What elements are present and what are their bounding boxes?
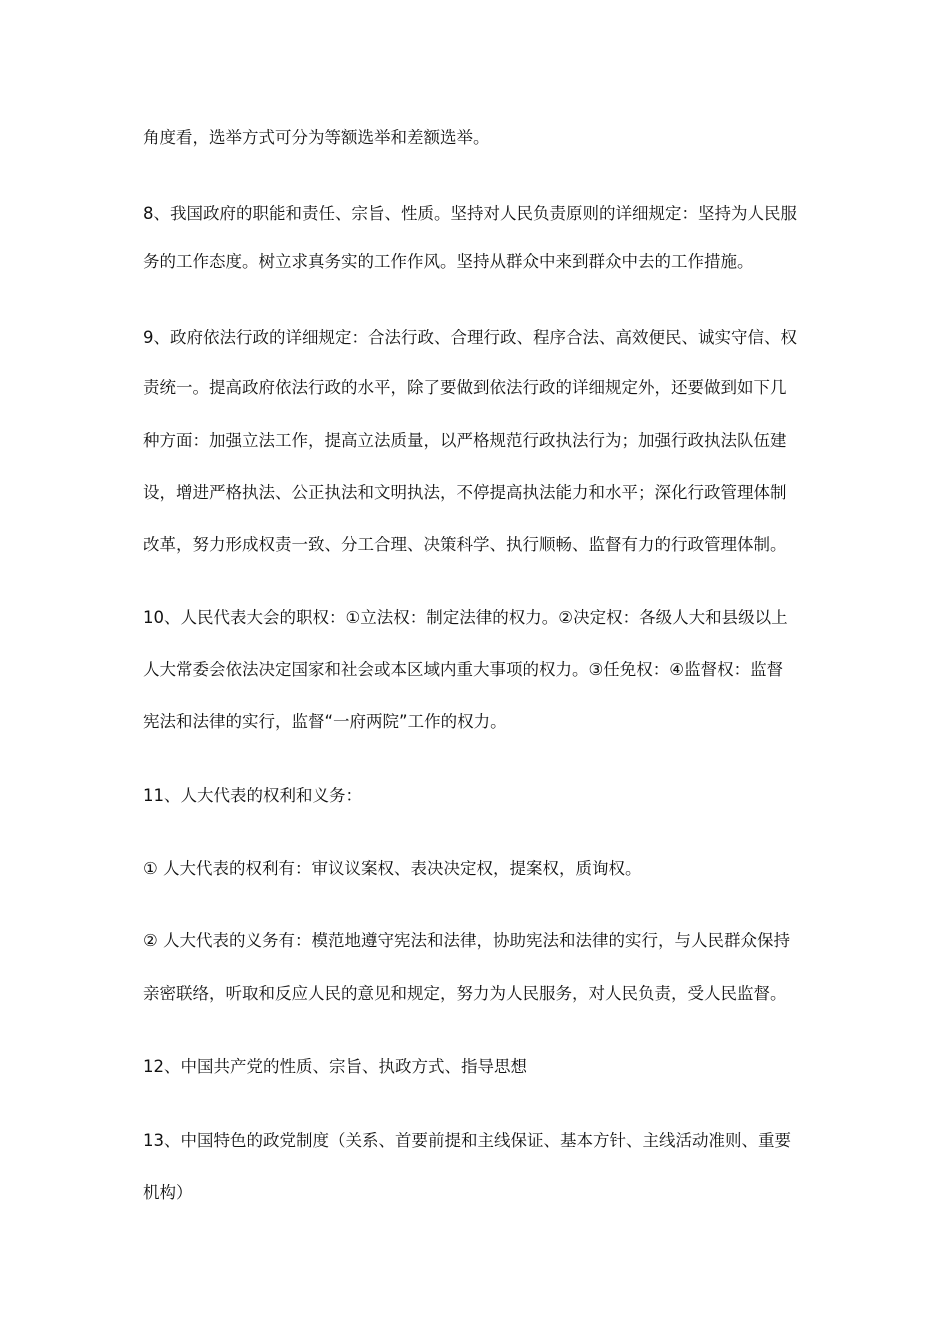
text-line: 务的工作态度。树立求真务实的工作作风。坚持从群众中来到群众中去的工作措施。 [143, 252, 754, 271]
text-line: 种方面：加强立法工作，提高立法质量，以严格规范行政执法行为；加强行政执法队伍建 [143, 431, 787, 450]
text-line: 改革，努力形成权责一致、分工合理、决策科学、执行顺畅、监督有力的行政管理体制。 [143, 535, 787, 554]
text-line: 10、人民代表大会的职权：①立法权：制定法律的权力。②决定权：各级人大和县级以上 [143, 608, 788, 627]
text-line: ② 人大代表的义务有：模范地遵守宪法和法律，协助宪法和法律的实行，与人民群众保持 [143, 931, 791, 950]
text-line: 13、中国特色的政党制度（关系、首要前提和主线保证、基本方针、主线活动准则、重要 [143, 1131, 791, 1150]
text-line: 12、中国共产党的性质、宗旨、执政方式、指导思想 [143, 1057, 527, 1076]
text-line: 角度看，选举方式可分为等额选举和差额选举。 [143, 128, 490, 147]
text-line: 亲密联络，听取和反应人民的意见和规定，努力为人民服务，对人民负责，受人民监督。 [143, 984, 787, 1003]
text-line: 8、我国政府的职能和责任、宗旨、性质。坚持对人民负责原则的详细规定：坚持为人民服 [143, 204, 797, 223]
text-line: 设，增进严格执法、公正执法和文明执法，不停提高执法能力和水平；深化行政管理体制 [143, 483, 787, 502]
text-line: 宪法和法律的实行，监督“一府两院”工作的权力。 [143, 712, 507, 731]
text-line: 责统一。提高政府依法行政的水平，除了要做到依法行政的详细规定外，还要做到如下几 [143, 378, 787, 397]
text-line: 11、人大代表的权利和义务： [143, 786, 362, 805]
text-line: ① 人大代表的权利有：审议议案权、表决决定权，提案权，质询权。 [143, 859, 642, 878]
text-line: 机构） [143, 1183, 193, 1202]
text-line: 9、政府依法行政的详细规定：合法行政、合理行政、程序合法、高效便民、诚实守信、权 [143, 328, 797, 347]
text-line: 人大常委会依法决定国家和社会或本区域内重大事项的权力。③任免权：④监督权：监督 [143, 660, 784, 679]
